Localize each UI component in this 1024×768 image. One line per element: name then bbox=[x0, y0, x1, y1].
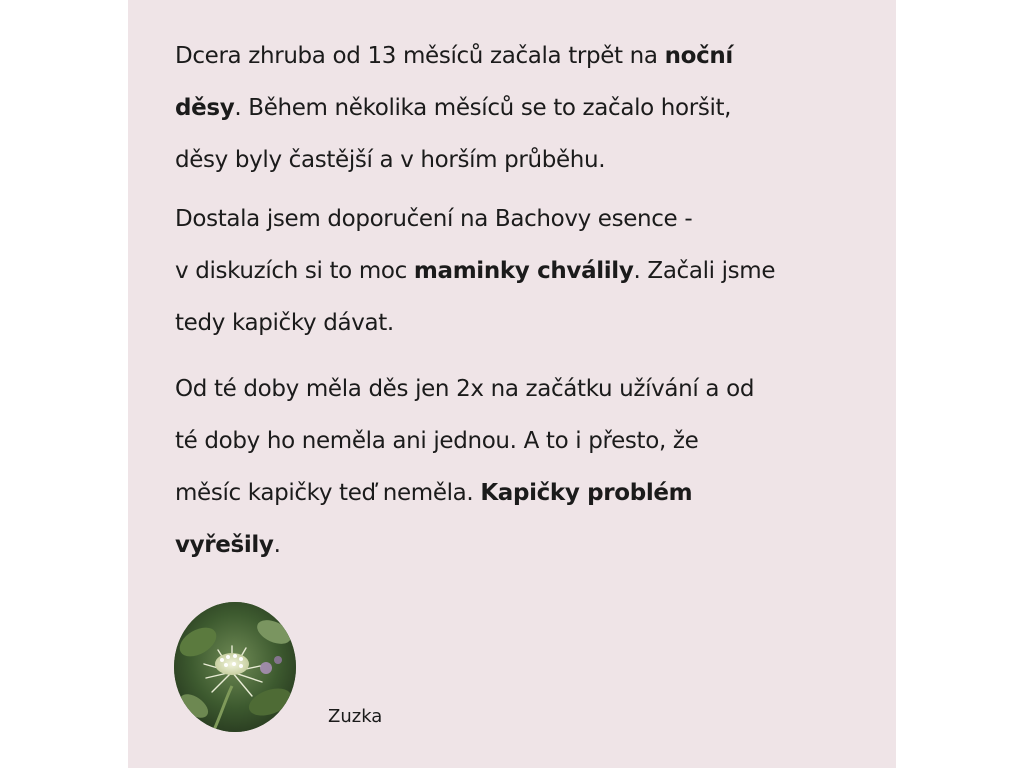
flower-photo-icon bbox=[174, 602, 296, 732]
paragraph-text: měsíc kapičky teď neměla. bbox=[175, 480, 481, 506]
testimonial-card bbox=[128, 0, 896, 768]
paragraph-text: tedy kapičky dávat. bbox=[175, 310, 394, 336]
paragraph-text: té doby ho neměla ani jednou. A to i přesto, že bbox=[175, 428, 699, 454]
paragraph-text: Dostala jsem doporučení na Bachovy esence - bbox=[175, 206, 693, 232]
avatar bbox=[174, 602, 296, 732]
paragraph-text: děsy byly častější a v horším průběhu. bbox=[175, 147, 606, 173]
emphasis-text: vyřešily bbox=[175, 532, 274, 558]
emphasis-text: noční bbox=[664, 43, 733, 69]
paragraph-text: Dcera zhruba od 13 měsíců začala trpět na bbox=[175, 43, 665, 69]
paragraph-text: Od té doby měla děs jen 2x na začátku užívání a od bbox=[175, 376, 755, 402]
testimonial-paragraph-3 bbox=[175, 363, 865, 571]
testimonial-paragraph-2 bbox=[175, 193, 865, 349]
emphasis-text: děsy bbox=[175, 95, 235, 121]
paragraph-text: . bbox=[273, 532, 281, 558]
author-name: Zuzka bbox=[328, 706, 383, 727]
paragraph-text: v diskuzích si to moc bbox=[175, 258, 414, 284]
emphasis-text: maminky chválily bbox=[413, 258, 634, 284]
paragraph-text: . Během několika měsíců se to začalo horšit, bbox=[234, 95, 732, 121]
testimonial-paragraph-1 bbox=[175, 30, 865, 186]
paragraph-text: . Začali jsme bbox=[633, 258, 776, 284]
emphasis-text: Kapičky problém bbox=[480, 480, 693, 506]
